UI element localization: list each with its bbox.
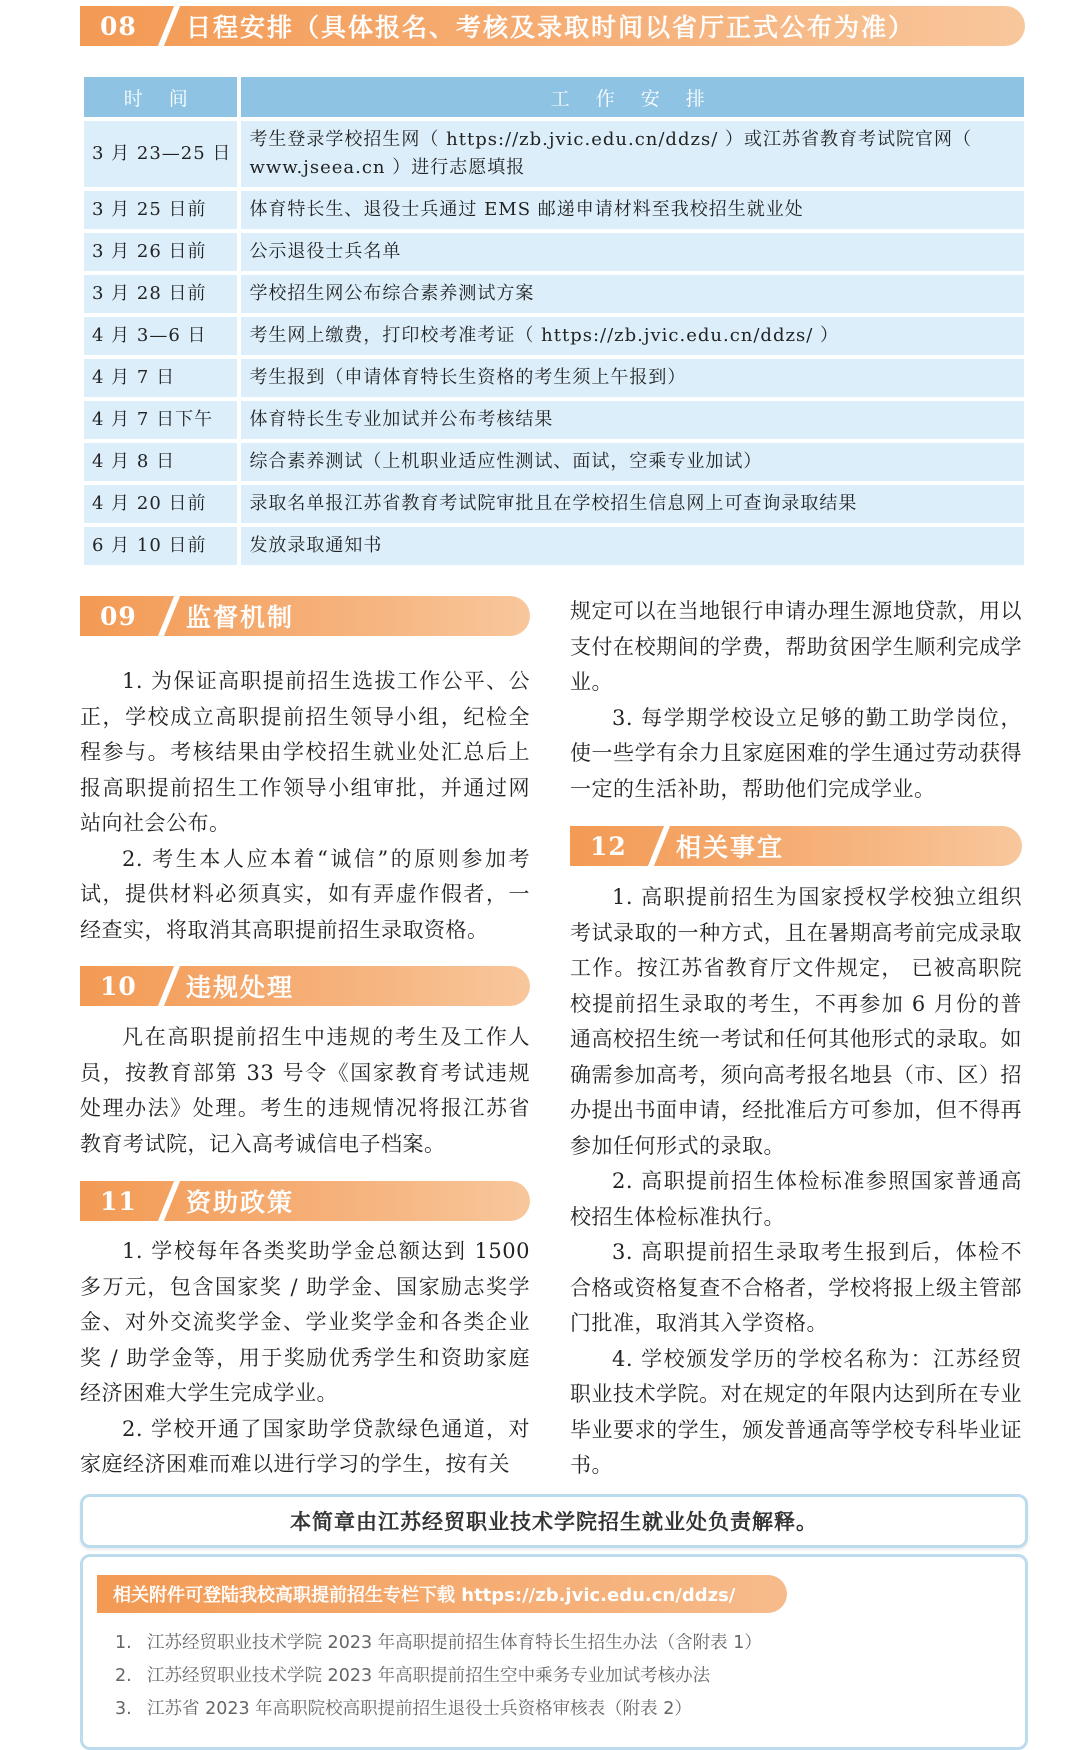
schedule-time-cell: 4 月 7 日 [84, 359, 241, 397]
section-title: 违规处理 [186, 973, 295, 1002]
paragraph: 凡在高职提前招生中违规的考生及工作人员，按教育部第 33 号令《国家教育考试违规处理办法》处理。考生的违规情况将报江苏省教育考试院，记入高考诚信电子档案。 [80, 1025, 530, 1156]
section-11-body [80, 1234, 530, 1483]
schedule-work-cell: 公示退役士兵名单 [241, 233, 1024, 271]
section-number: 08 [100, 11, 137, 41]
table-row [84, 233, 1024, 271]
interpretation-notice: 本简章由江苏经贸职业技术学院招生就业处负责解释。 [80, 1494, 1028, 1548]
attachment-number: 2. [115, 1666, 132, 1686]
paragraph: 2. 高职提前招生体检标准参照国家普通高校招生体检标准执行。 [570, 1169, 1022, 1229]
table-row [84, 527, 1024, 565]
schedule-time-cell: 4 月 7 日下午 [84, 401, 241, 439]
col-header-work: 工 作 安 排 [241, 77, 1024, 117]
section-title: 相关事宜 [676, 833, 785, 862]
table-row [84, 317, 1024, 355]
section-10-banner [80, 966, 530, 1006]
section-12-body [570, 880, 1022, 1484]
attachment-number: 3. [115, 1699, 132, 1719]
attachment-item[interactable] [115, 1660, 762, 1693]
paragraph: 2. 学校开通了国家助学贷款绿色通道，对家庭经济困难而难以进行学习的学生，按有关 [80, 1416, 530, 1476]
schedule-time-cell: 3 月 28 日前 [84, 275, 241, 313]
paragraph: 3. 每学期学校设立足够的勤工助学岗位，使一些学有余力且家庭困难的学生通过劳动获得一定的生活补助，帮助他们完成学业。 [570, 705, 1022, 801]
paragraph: 1. 高职提前招生为国家授权学校独立组织考试录取的一种方式，且在暑期高考前完成录取工作。按江苏省教育厅文件规定， 已被高职院校提前招生录取的考生，不再参加 6 月份的普通高校招生统一考试和任何其他形式的录取。如确需参加高考，须向高考报名地县（市、区）招办提出书面申请，经批准后方可参加，但不得再参加任何形式的录取。 [570, 885, 1022, 1158]
schedule-time-cell: 4 月 20 日前 [84, 485, 241, 523]
schedule-time-cell: 3 月 23—25 日 [84, 121, 241, 187]
schedule-time-cell: 4 月 8 日 [84, 443, 241, 481]
schedule-work-cell: 发放录取通知书 [241, 527, 1024, 565]
table-row [84, 401, 1024, 439]
attachment-item[interactable] [115, 1627, 762, 1660]
table-row [84, 359, 1024, 397]
schedule-work-cell: 学校招生网公布综合素养测试方案 [241, 275, 1024, 313]
table-row [84, 443, 1024, 481]
schedule-body [84, 121, 1024, 565]
table-row [84, 485, 1024, 523]
schedule-work-cell: 考生登录学校招生网（ https://zb.jvic.edu.cn/ddzs/ ）或江苏省教育考试院官网（ www.jseea.cn ）进行志愿填报 [241, 121, 1024, 187]
schedule-table [84, 73, 1024, 569]
table-row [84, 191, 1024, 229]
schedule-time-cell: 3 月 26 日前 [84, 233, 241, 271]
schedule-work-cell: 录取名单报江苏省教育考试院审批且在学校招生信息网上可查询录取结果 [241, 485, 1024, 523]
col-header-time: 时 间 [84, 77, 241, 117]
schedule-work-cell: 综合素养测试（上机职业适应性测试、面试，空乘专业加试） [241, 443, 1024, 481]
section-number: 09 [100, 601, 137, 631]
section-09-body [80, 664, 530, 948]
schedule-work-cell: 体育特长生专业加试并公布考核结果 [241, 401, 1024, 439]
section-number: 11 [100, 1186, 137, 1216]
paragraph: 规定可以在当地银行申请办理生源地贷款，用以支付在校期间的学费，帮助贫困学生顺利完成学业。 [570, 599, 1022, 694]
section-08-banner [80, 6, 1025, 46]
table-header-row [84, 77, 1024, 117]
section-09-banner [80, 596, 530, 636]
attachments-list [115, 1627, 762, 1726]
paragraph: 1. 为保证高职提前招生选拔工作公平、公正，学校成立高职提前招生领导小组，纪检全程参与。考核结果由学校招生就业处汇总后上报高职提前招生工作领导小组审批，并通过网站向社会公布。 [80, 669, 530, 835]
schedule-time-cell: 6 月 10 日前 [84, 527, 241, 565]
table-row [84, 275, 1024, 313]
section-title: 监督机制 [186, 603, 295, 632]
attachments-box [80, 1554, 1028, 1750]
section-10-body [80, 1020, 530, 1162]
schedule-work-cell: 考生报到（申请体育特长生资格的考生须上午报到） [241, 359, 1024, 397]
paragraph: 4. 学校颁发学历的学校名称为：江苏经贸职业技术学院。对在规定的年限内达到所在专业毕业要求的学生，颁发普通高等学校专科毕业证书。 [570, 1346, 1022, 1477]
section-number: 10 [100, 971, 137, 1001]
section-12-banner [570, 826, 1022, 866]
attachment-number: 1. [115, 1633, 132, 1653]
paragraph: 1. 学校每年各类奖助学金总额达到 1500 多万元，包含国家奖 / 助学金、国家励志奖学金、对外交流奖学金、学业奖学金和各类企业奖 / 助学金等，用于奖励优秀学生和资助家庭经济困难大学生完成学业。 [80, 1239, 530, 1405]
schedule-work-cell: 考生网上缴费，打印校考准考证（ https://zb.jvic.edu.cn/ddzs/ ） [241, 317, 1024, 355]
attachments-heading[interactable]: 相关附件可登陆我校高职提前招生专栏下载 https://zb.jvic.edu.cn/ddzs/ [97, 1575, 787, 1613]
attachment-item[interactable] [115, 1693, 762, 1726]
attachment-title: 江苏经贸职业技术学院 2023 年高职提前招生空中乘务专业加试考核办法 [147, 1666, 711, 1686]
section-number: 12 [590, 831, 627, 861]
attachment-title: 江苏省 2023 年高职院校高职提前招生退役士兵资格审核表（附表 2） [147, 1699, 692, 1719]
section-title: 资助政策 [186, 1188, 295, 1217]
schedule-time-cell: 4 月 3—6 日 [84, 317, 241, 355]
section-11-banner [80, 1181, 530, 1221]
schedule-work-cell: 体育特长生、退役士兵通过 EMS 邮递申请材料至我校招生就业处 [241, 191, 1024, 229]
paragraph: 3. 高职提前招生录取考生报到后，体检不合格或资格复查不合格者，学校将报上级主管部门批准，取消其入学资格。 [570, 1240, 1022, 1335]
section-title: 日程安排（具体报名、考核及录取时间以省厅正式公布为准） [186, 13, 916, 42]
table-row [84, 121, 1024, 187]
schedule-time-cell: 3 月 25 日前 [84, 191, 241, 229]
attachment-title: 江苏经贸职业技术学院 2023 年高职提前招生体育特长生招生办法（含附表 1） [147, 1633, 762, 1653]
paragraph: 2. 考生本人应本着“诚信”的原则参加考试，提供材料必须真实，如有弄虚作假者，一经查实，将取消其高职提前招生录取资格。 [80, 846, 530, 942]
section-11-body-continued [570, 594, 1022, 807]
